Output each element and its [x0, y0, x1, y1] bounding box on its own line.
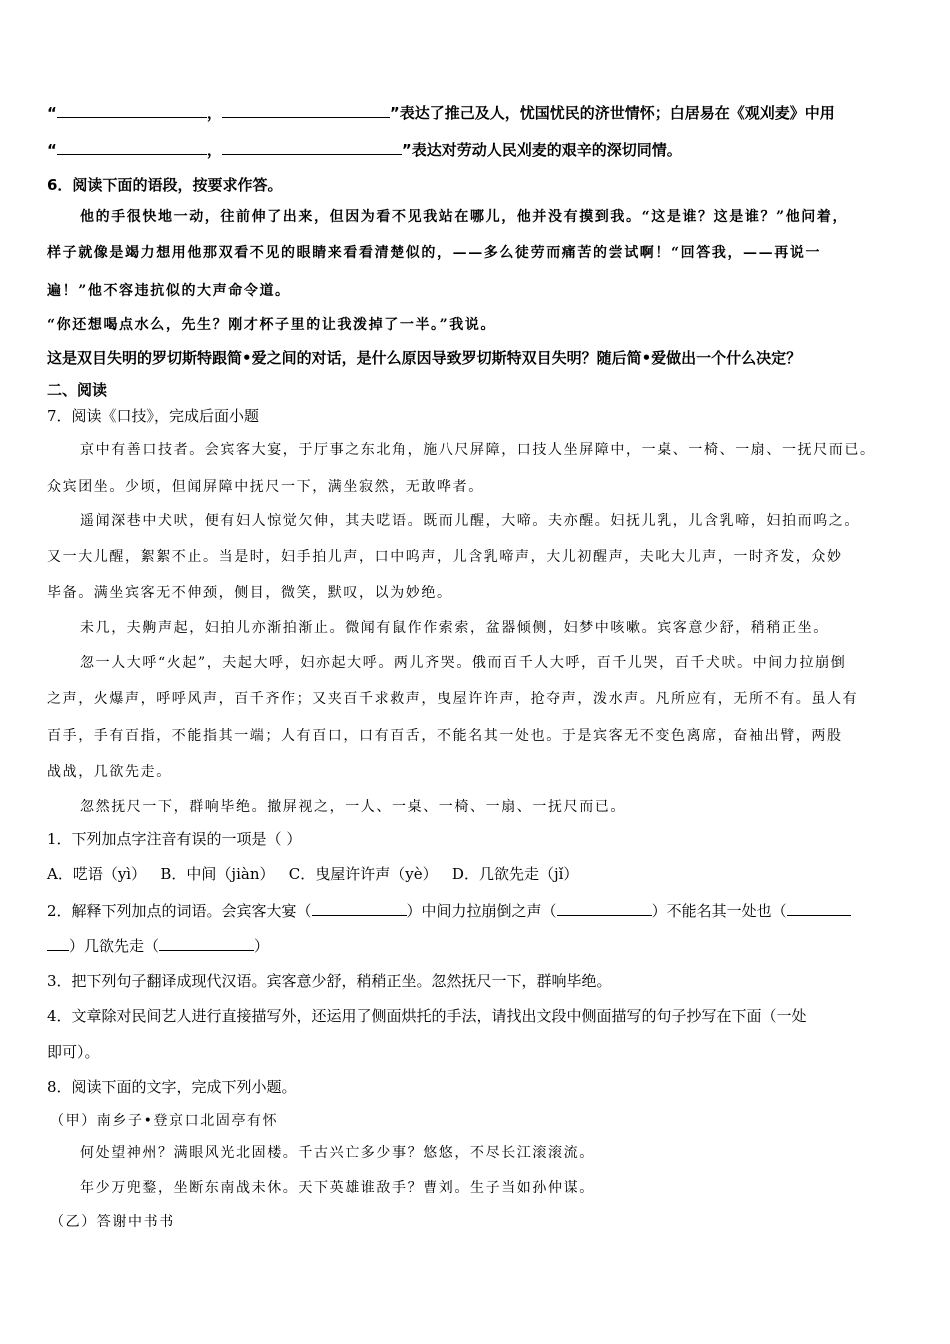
q7-sub2-text: ）几欲先走（ — [69, 937, 160, 955]
passage-line: 京中有善口技者。会宾客大宴，于厅事之东北角，施八尺屏障，口技人坐屏障中，一桌、一椅、一扇、一抚尺而已。 — [80, 442, 876, 458]
q5-line-1 — [47, 102, 835, 123]
passage-line: 之声，火爆声，呼呼风声，百千齐作；又夹百千求救声，曳屋许许声，抢夺声，泼水声。凡所应有，无所不有。虽人有 — [47, 691, 859, 707]
q6-paragraph-line: 他的手很快地一动，往前伸了出来，但因为看不见我站在哪儿，他并没有摸到我。“这是谁？这是谁？”他问着， — [80, 209, 849, 225]
q7-sub4-line-2: 即可）。 — [47, 1043, 100, 1061]
q5-line-2-text: ”表达对劳动人民刈麦的艰辛的深切同情。 — [401, 141, 682, 159]
passage-line: 百手，手有百指，不能指其一端；人有百口，口有百舌，不能名其一处也。于是宾客无不变色离席，奋袖出臂，两股 — [47, 728, 843, 744]
q7-sub2-text: ）不能名其一处也（ — [651, 902, 787, 920]
q6-question: 这是双目失明的罗切斯特跟简•爱之间的对话，是什么原因导致罗切斯特双目失明？随后简•爱做出一个什么决定？ — [47, 349, 802, 367]
q6-paragraph-line: 样子就像是竭力想用他那双看不见的眼睛来看看清楚似的，——多么徒劳而痛苦的尝试啊！“回答我，——再说一 — [47, 245, 822, 261]
q7-sub2-line-2 — [47, 935, 269, 956]
passage-line: 众宾团坐。少顷，但闻屏障中抚尺一下，满坐寂然，无敢哗者。 — [47, 479, 484, 495]
q7-sub2-text: ） — [254, 937, 270, 955]
passage-line: 遥闻深巷中犬吠，便有妇人惊觉欠伸，其夫呓语。既而儿醒，大啼。夫亦醒。妇抚儿乳，儿含乳啼，妇拍而呜之。 — [80, 513, 860, 529]
q8-title: 8．阅读下面的文字，完成下列小题。 — [47, 1078, 297, 1096]
q5-open-quote: “ — [47, 141, 57, 159]
q5-separator: ， — [206, 141, 222, 159]
q5-open-quote: “ — [47, 104, 57, 122]
passage-line: 未几，夫齁声起，妇拍儿亦渐拍渐止。微闻有鼠作作索索，盆器倾侧，妇梦中咳嗽。宾客意少舒，稍稍正坐。 — [80, 620, 829, 636]
q6-title: 6．阅读下面的语段，按要求作答。 — [47, 176, 283, 194]
fill-blank[interactable] — [312, 900, 407, 916]
fill-blank[interactable] — [57, 139, 207, 155]
section-heading: 二、阅读 — [47, 381, 108, 399]
fill-blank[interactable] — [557, 900, 652, 916]
q7-sub2-text: 2．解释下列加点的词语。会宾客大宴（ — [47, 902, 312, 920]
fill-blank[interactable] — [222, 102, 390, 118]
q8-jia-title: （甲）南乡子•登京口北固亭有怀 — [50, 1113, 279, 1129]
passage-line: 战战，几欲先走。 — [47, 764, 172, 780]
poem-line: 年少万兜鍪，坐断东南战未休。天下英雄谁敌手？曹刘。生子当如孙仲谋。 — [80, 1180, 595, 1196]
q8-yi-title: （乙）答谢中书书 — [50, 1214, 175, 1230]
fill-blank[interactable] — [787, 900, 851, 916]
q5-line-1-text: ”表达了推己及人，忧国忧民的济世情怀；白居易在《观刈麦》中用 — [389, 104, 835, 122]
passage-line: 毕备。满坐宾客无不伸颈，侧目，微笑，默叹，以为妙绝。 — [47, 585, 453, 601]
fill-blank[interactable] — [159, 935, 254, 951]
poem-line: 何处望神州？满眼风光北固楼。千古兴亡多少事？悠悠，不尽长江滚滚流。 — [80, 1145, 595, 1161]
passage-line: 又一大儿醒，絮絮不止。当是时，妇手拍儿声，口中呜声，儿含乳啼声，大儿初醒声，夫叱大儿声，一时齐发，众妙 — [47, 549, 843, 565]
fill-blank[interactable] — [47, 935, 69, 951]
q5-separator: ， — [206, 104, 222, 122]
q7-sub2-text: ）中间力拉崩倒之声（ — [406, 902, 557, 920]
fill-blank[interactable] — [57, 102, 207, 118]
passage-line: 忽然抚尺一下，群响毕绝。撤屏视之，一人、一桌、一椅、一扇、一抚尺而已。 — [80, 799, 626, 815]
q7-sub2-line-1 — [47, 900, 851, 921]
q7-sub4-line-1: 4．文章除对民间艺人进行直接描写外，还运用了侧面烘托的手法，请找出文段中侧面描写的句子抄写在下面（一处 — [47, 1007, 807, 1025]
q7-sub1: 1．下列加点字注音有误的一项是（ ） — [47, 830, 302, 848]
fill-blank[interactable] — [222, 139, 402, 155]
q6-paragraph-line: 遍！”他不容违抗似的大声命令道。 — [47, 283, 291, 299]
q6-paragraph-line: “你还想喝点水么，先生？刚才杯子里的让我泼掉了一半。”我说。 — [47, 317, 497, 333]
q7-title: 7．阅读《口技》，完成后面小题 — [47, 407, 260, 425]
q7-sub1-options: A．呓语（yì） B．中间（jiàn） C．曳屋许许声（yè） D．几欲先走（jǐ） — [47, 865, 579, 883]
q5-line-2 — [47, 139, 682, 160]
q7-sub3: 3．把下列句子翻译成现代汉语。宾客意少舒，稍稍正坐。忽然抚尺一下，群响毕绝。 — [47, 972, 612, 990]
passage-line: 忽一人大呼“火起”，夫起大呼，妇亦起大呼。两儿齐哭。俄而百千人大呼，百千儿哭，百千犬吠。中间力拉崩倒 — [80, 655, 847, 671]
